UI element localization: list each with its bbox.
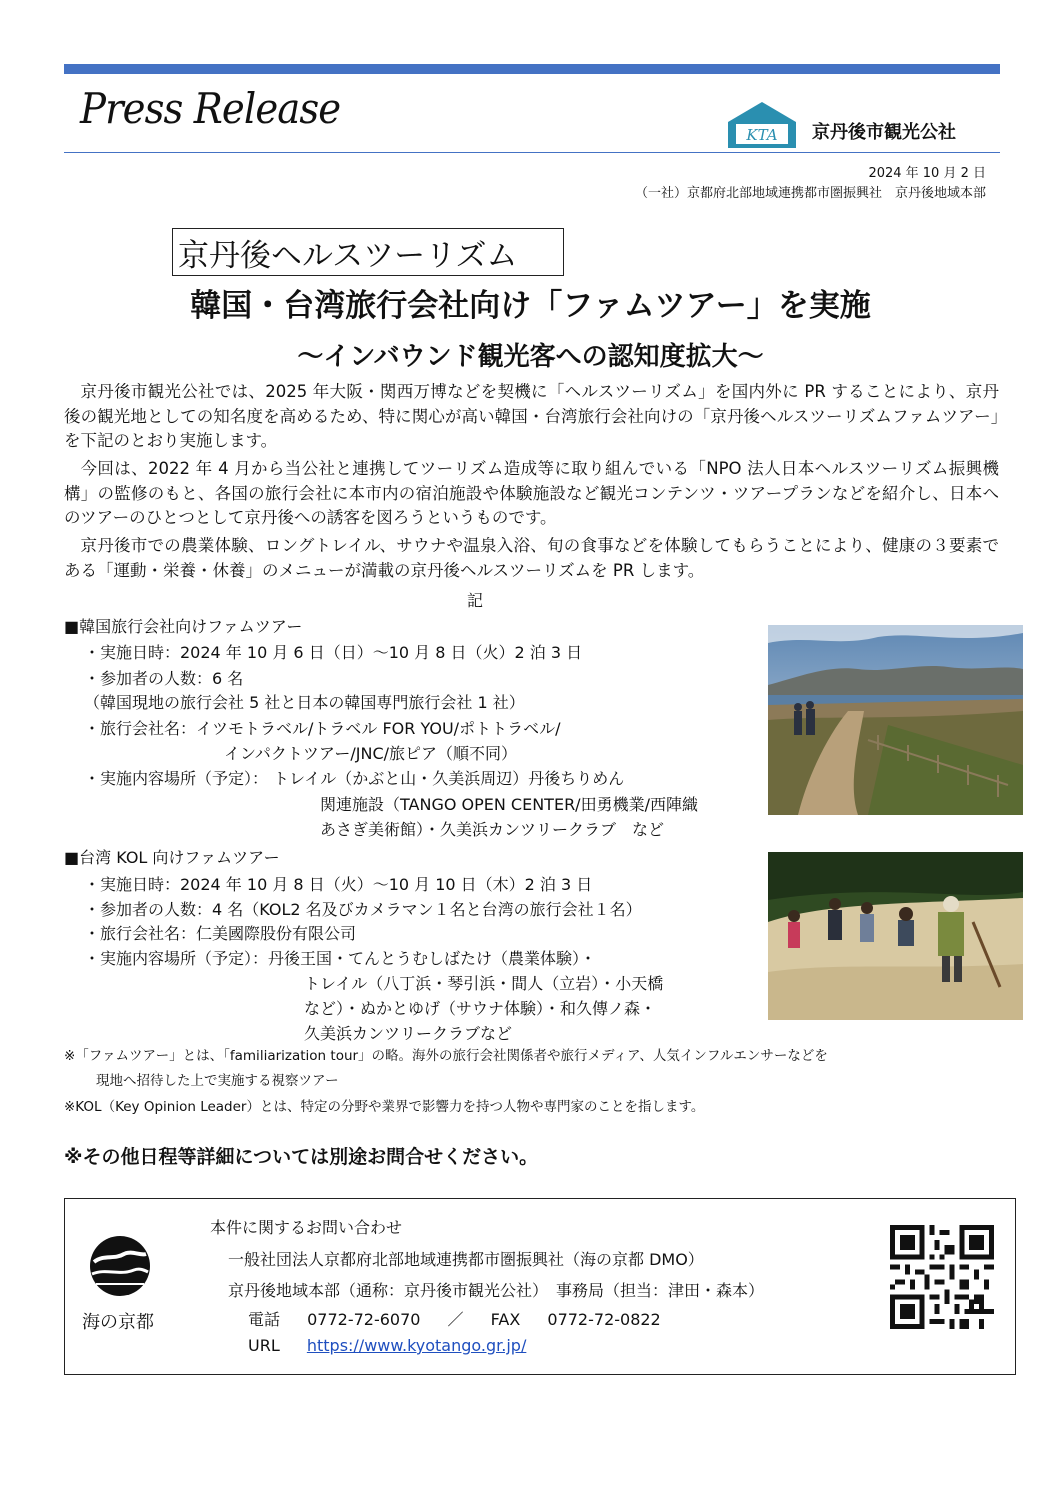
website-link[interactable]: https://www.kyotango.gr.jp/	[306, 1336, 527, 1355]
kta-house-logo-icon	[726, 100, 798, 150]
coastal-trail-photo	[768, 625, 1023, 815]
main-title: 韓国・台湾旅行会社向け「ファムツアー」を実施	[190, 288, 871, 324]
taiwan-line: トレイル（八丁浜・琴引浜・間人（立岩）・小天橋	[304, 974, 664, 993]
taiwan-line: 久美浜カンツリークラブなど	[304, 1024, 513, 1043]
paragraph-2: 今回は、2022 年 4 月から当公社と連携してツーリズム造成等に取り組んでいる「NPO 法人日本ヘルスツーリズム振興機構」の監修のもと、各国の旅行会社に本市内の宿泊施設や体験施設など観光コンテンツ・ツアープランなどを紹介し、日本へのツアーのひとつとして京丹後への誘客を図ろうというものです。	[64, 459, 999, 527]
taiwan-heading: ■台湾 KOL 向けファムツアー	[64, 848, 280, 867]
logo-text: KTA	[746, 126, 778, 144]
note-kol: ※KOL（Key Opinion Leader）とは、特定の分野や業界で影響力を持つ人物や専門家のことを指します。	[64, 1099, 705, 1115]
phone-label: 電話	[248, 1310, 281, 1329]
umi-no-kyoto-logo-icon	[80, 1232, 160, 1300]
qr-code-icon[interactable]	[890, 1225, 994, 1329]
umi-no-kyoto-caption: 海の京都	[82, 1312, 154, 1333]
note-famtour-cont: 現地へ招待した上で実施する視察ツアー	[96, 1073, 339, 1089]
fax-label: FAX	[490, 1310, 521, 1329]
paragraph-1: 京丹後市観光公社では、2025 年大阪・関西万博などを契機に「ヘルスツーリズム」を国内外に PR することにより、京丹後の観光地としての知名度を高めるため、特に関心が高い韓国・台湾旅行会社向けの「京丹後ヘルスツーリズムファムツアー」を下記のとおり実施します。	[64, 382, 999, 450]
contact-heading: 本件に関するお問い合わせ	[210, 1218, 403, 1237]
org-name: 京丹後市観光公社	[812, 122, 956, 143]
contact-url-line	[248, 1336, 526, 1355]
release-date: 2024 年 10 月 2 日	[868, 166, 986, 181]
taiwan-line: ・旅行会社名：仁美國際股份有限公司	[84, 924, 357, 943]
taiwan-line: など）・ぬかとゆげ（サウナ体験）・和久傳ノ森・	[304, 999, 657, 1018]
other-inquiry-note: ※その他日程等詳細については別途お問合せください。	[64, 1146, 539, 1168]
korea-line: （韓国現地の旅行会社 5 社と日本の韓国専門旅行会社 1 社）	[84, 693, 525, 712]
fax-number: 0772-72-0822	[547, 1310, 661, 1329]
url-label: URL	[248, 1336, 280, 1355]
ki-mark: 記	[466, 591, 483, 610]
separator: ／	[447, 1310, 464, 1329]
contact-phone-line	[248, 1307, 661, 1330]
taiwan-line: ・参加者の人数：4 名（KOL2 名及びカメラマン１名と台湾の旅行会社１名）	[84, 900, 642, 919]
taiwan-line: ・実施日時：2024 年 10 月 8 日（火）～10 月 10 日（木）2 泊 3 日	[84, 875, 593, 894]
korea-line: ・旅行会社名：イツモトラベル/トラベル FOR YOU/ポトトラベル/	[84, 719, 561, 738]
korea-line: ・参加者の人数：6 名	[84, 669, 244, 688]
subtitle: ～インバウンド観光客への認知度拡大～	[297, 342, 764, 372]
korea-line: インパクトツアー/JNC/旅ピア（順不同）	[224, 744, 518, 763]
contact-office: 京丹後地域本部（通称：京丹後市観光公社） 事務局（担当：津田・森本）	[228, 1281, 765, 1300]
korea-line: 関連施設（TANGO OPEN CENTER/田勇機業/西陣織	[320, 795, 698, 814]
header-divider	[64, 152, 1000, 153]
korea-heading: ■韓国旅行会社向けファムツアー	[64, 617, 303, 636]
paragraph-3: 京丹後市での農業体験、ロングトレイル、サウナや温泉入浴、旬の食事などを体験してもらうことにより、健康の３要素である「運動・栄養・休養」のメニューが満載の京丹後ヘルスツーリズムを PR します。	[64, 536, 999, 580]
contact-org: 一般社団法人京都府北部地域連携都市圏振興社（海の京都 DMO）	[228, 1250, 704, 1269]
phone-number: 0772-72-6070	[307, 1310, 421, 1329]
korea-line: ・実施日時：2024 年 10 月 6 日（日）～10 月 8 日（火）2 泊 3 日	[84, 643, 583, 662]
farming-experience-photo	[768, 852, 1023, 1020]
korea-line: ・実施内容場所（予定）： トレイル（かぶと山・久美浜周辺）丹後ちりめん	[84, 769, 625, 788]
press-release-heading: Press Release	[80, 84, 341, 133]
note-famtour: ※「ファムツアー」とは、「familiarization tour」の略。海外の旅行会社関係者や旅行メディア、人気インフルエンサーなどを	[64, 1048, 828, 1064]
korea-line: あさぎ美術館）・久美浜カンツリークラブ など	[320, 820, 665, 839]
top-accent-bar	[64, 64, 1000, 74]
issuer-name: （一社）京都府北部地域連携都市圏振興社 京丹後地域本部	[634, 186, 986, 201]
title-tag: 京丹後ヘルスツーリズム	[178, 238, 518, 274]
taiwan-line: ・実施内容場所（予定）：丹後王国・てんとうむしばたけ（農業体験）・	[84, 949, 597, 968]
